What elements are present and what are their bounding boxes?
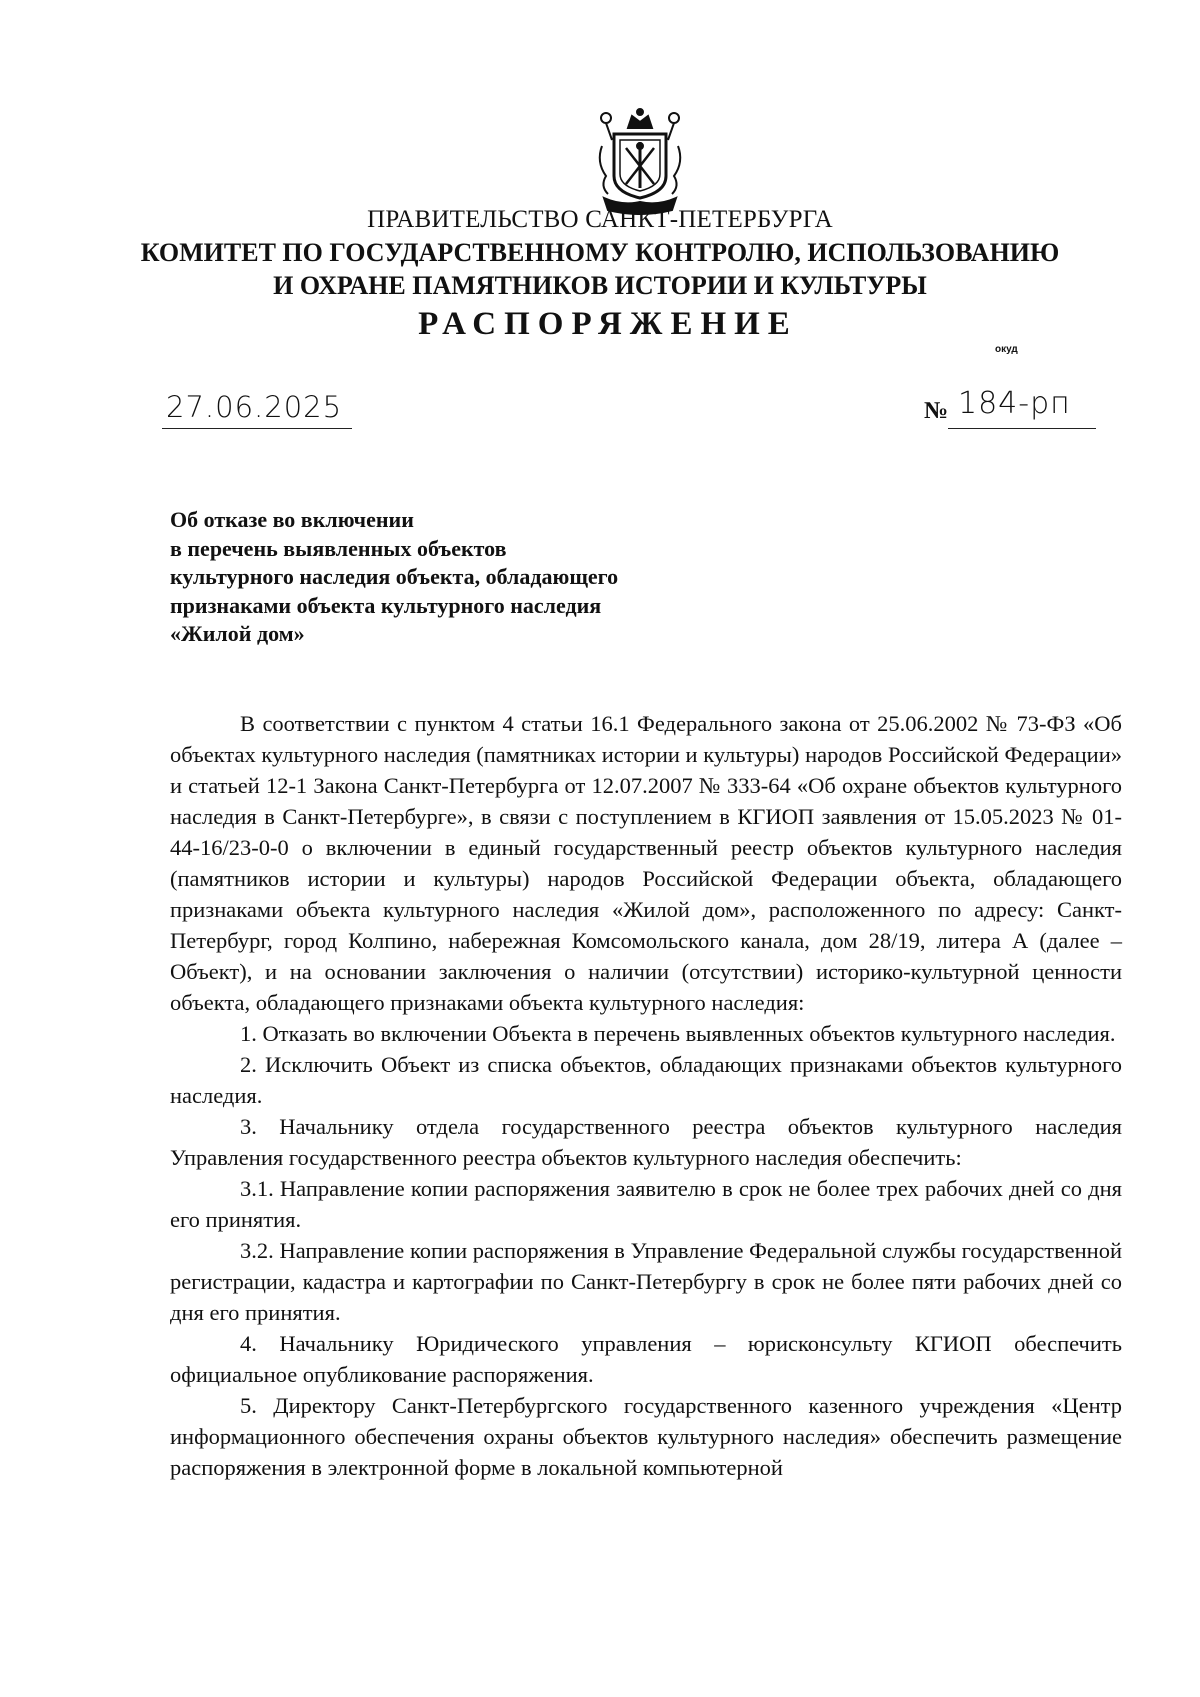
document-type: РАСПОРЯЖЕНИЕ [418, 306, 798, 342]
clause-1: 1. Отказать во включении Объекта в перечень выявленных объектов культурного наследия. [240, 1021, 1116, 1046]
clause-3-1: 3.1. Направление копии распоряжения заявителю в срок не более трех рабочих дней со дня его принятия. [170, 1176, 1122, 1232]
coat-of-arms-icon [592, 106, 688, 216]
clause-2: 2. Исключить Объект из списка объектов, обладающих признаками объектов культурного наследия. [170, 1052, 1122, 1108]
clause-3-2: 3.2. Направление копии распоряжения в Управление Федеральной службы государственной регистрации, кадастра и картографии по Санкт-Петербургу в срок не более пяти рабочих дней со дня его принятия. [170, 1238, 1122, 1325]
date-underline [162, 428, 352, 429]
title-line: культурного наследия объекта, обладающего [170, 564, 619, 589]
document-number: 184-рп [958, 386, 1071, 421]
preamble-paragraph: В соответствии с пунктом 4 статьи 16.1 Федерального закона от 25.06.2002 № 73-ФЗ «Об объектах культурного наследия (памятниках истории и культуры) народов Российской Федерации» и статьей 12-1 Закона Санкт-Петербурга от 12.07.2007 № 333-64 «Об охране объектов культурного наследия в Санкт-Петербурге», в связи с поступлением в КГИОП заявления от 15.05.2023 № 01-44-16/23-0-0 о включении в единый государственный реестр объектов культурного наследия (памятников истории и культуры) народов Российской Федерации объекта, обладающего признаками объекта культурного наследия «Жилой дом», расположенного по адресу: Санкт-Петербург, город Колпино, набережная Комсомольского канала, дом 28/19, литера А (далее – Объект), и на основании заключения о наличии (отсутствии) историко-культурной ценности объекта, обладающего признаками объекта культурного наследия: [170, 711, 1122, 1015]
clause-4: 4. Начальнику Юридического управления – юрисконсульту КГИОП обеспечить официальное опубликование распоряжения. [170, 1331, 1122, 1387]
title-line: Об отказе во включении [170, 507, 414, 532]
number-underline [948, 428, 1096, 429]
title-line: признаками объекта культурного наследия [170, 592, 602, 618]
document-title [170, 506, 618, 649]
okud-label: окуд [995, 344, 1018, 355]
government-name: ПРАВИТЕЛЬСТВО САНКТ-ПЕТЕРБУРГА [367, 206, 833, 233]
title-line: «Жилой дом» [170, 621, 305, 646]
committee-name-line-2: И ОХРАНЕ ПАМЯТНИКОВ ИСТОРИИ И КУЛЬТУРЫ [273, 271, 927, 300]
clause-3: 3. Начальнику отдела государственного реестра объектов культурного наследия Управления государственного реестра объектов культурного наследия обеспечить: [170, 1114, 1122, 1170]
document-date: 27.06.2025 [166, 390, 343, 424]
committee-name-line-1: КОМИТЕТ ПО ГОСУДАРСТВЕННОМУ КОНТРОЛЮ, ИСПОЛЬЗОВАНИЮ [140, 238, 1060, 267]
number-sign: № [924, 398, 949, 424]
title-line: в перечень выявленных объектов [170, 535, 507, 561]
clause-5: 5. Директору Санкт-Петербургского государственного казенного учреждения «Центр информационного обеспечения охраны объектов культурного наследия» обеспечить размещение распоряжения в электронной форме в локальной компьютерной [170, 1393, 1122, 1480]
document-body [170, 708, 1122, 1483]
